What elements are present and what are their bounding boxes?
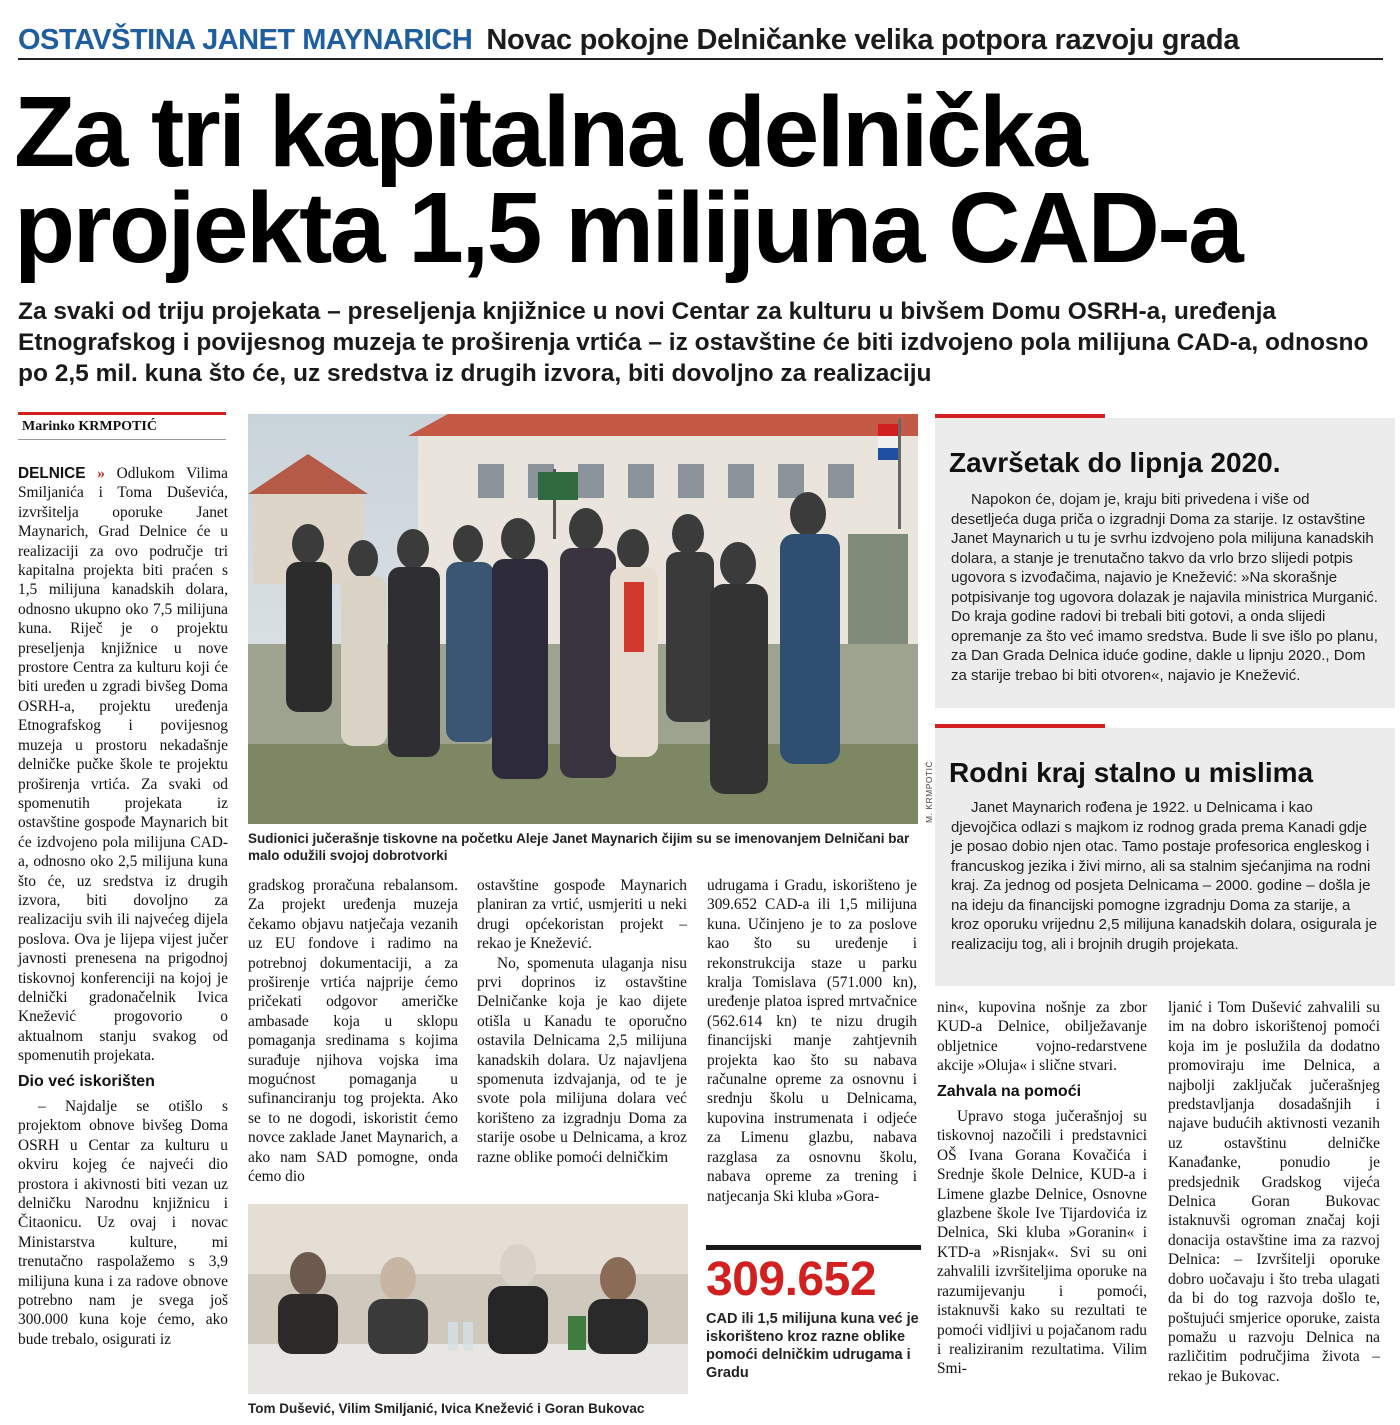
secondary-photo-caption: Tom Dušević, Vilim Smiljanić, Ivica Knežević i Goran Bukovac — [248, 1401, 645, 1416]
article-paragraph: ostavštine gospođe Maynarich planiran za vrtić, usmjeriti u neki drugi općekoristan projekt – rekao je Knežević. — [477, 877, 687, 953]
article-column-1 — [18, 464, 228, 1349]
fact-text: CAD ili 1,5 milijuna kuna već je iskorišteno kroz razne oblike pomoći delničkim udrugama i Gradu — [706, 1311, 919, 1381]
article-paragraph: Upravo stoga jučerašnjoj su tiskovnoj nazočili i predstavnici OŠ Ivana Gorana Kovačića i Srednje škole Delnice, KUD-a i Limene glazbe Delnice, Osnovne glazbene škole Ive Tijardovića iz Delnica, Ski kluba »Goranin« i KTD-a »Risnjak«. Svi su oni zahvalili izvršiteljima oporuke na razumijevanju i pomoći, istaknuvši kako su rezultati te pomoći vidljivi u pojačanom radu i realiziranim rezultatima. Vilim Smi- — [937, 1108, 1147, 1378]
secondary-photo — [248, 1204, 688, 1394]
subhead-zahvala: Zahvala na pomoći — [937, 1082, 1082, 1100]
article-column-5 — [937, 998, 1147, 1379]
article-paragraph: No, spomenuta ulaganja nisu prvi doprinos iz ostavštine Delničanke koja je kao dijete otišla u Kanadu te oporučno ostavila Delnicama 2,5 milijuna kanadskih dolara. Uz najavljena spomenuta izdvajanja, od te je svote pola milijuna dolara već korišteno za izgradnju Doma za starije osobe u Delnicama, a kroz razne oblike pomoći delničkim — [477, 954, 687, 1166]
box-text: Janet Maynarich rođena je 1922. u Delnicama i kao djevojčica odlazi s majkom iz rodnog grada prema Kanadi gdje je posao dobio njen otac. Tamo postaje profesorica engleskog i francuskog jezika i živi mirno, ali sa stalnim sjećanjima na rodni kraj. Za jednog od posjeta Delnicama – 2000. godine – došla je na ideju da financijski pomogne izgradnju Doma za starije, a kroz oporuku vrijednu 2,5 milijuna kanadskih dolara, osigurala je realizaciju tog, ali i brojnih drugih projekata. — [951, 799, 1378, 953]
article-column-2 — [248, 876, 458, 1187]
meeting-photo-illustration — [248, 1204, 688, 1394]
kicker-subtitle: Novac pokojne Delničanke velika potpora razvoju grada — [486, 24, 1240, 56]
group-photo-illustration — [248, 414, 918, 824]
photo-credit: M. KRMPOTIĆ — [924, 760, 934, 823]
article-paragraph: gradskog proračuna rebalansom. Za projekt uređenja muzeja čekamo objavu natječaja vezanih uz EU fondove i radimo na potrebnoj dokumentaciji, a za proširenje vrtića najprije ćemo pričekati odgovor američke ambasade koja u sklopu pomaganja sredinama s kojima surađuje njihova vojska ima mogućnost pomaganja u sufinanciranju tog projekta. Ako se to ne dogodi, iskoristit ćemo novce zaklade Janet Maynarich, a ako nam SAD pomogne, onda ćemo dio — [248, 877, 458, 1186]
rubric-label: OSTAVŠTINA JANET MAYNARICH — [18, 24, 473, 56]
article-column-4 — [707, 876, 917, 1206]
byline: Marinko KRMPOTIĆ — [18, 412, 226, 440]
sidebar-box-homeland — [935, 728, 1395, 986]
box-title: Rodni kraj stalno u mislima — [949, 757, 1314, 788]
fact-box — [706, 1245, 921, 1420]
headline — [14, 76, 1386, 284]
dateline: DELNICE — [18, 465, 86, 482]
dateline-arrow-icon: » — [97, 465, 105, 482]
box-text: Napokon će, dojam je, kraju biti privedena i više od desetljeća duga priča o izgradnji Doma za starije. Iz ostavštine Janet Maynarich u tu je svrhu izdvojeno pola milijuna kanadskih dolara, a stanje je trenutačno takvo da vrlo brzo slijedi potpis ugovora s izvođačima, najavio je Knežević: »Na skorašnje potpisivanje tog ugovora dolazak je najavila ministrica Murganić. Do kraja godine radovi bi trebali biti gotovi, a onda slijedi opremanje za što već imamo sredstva. Bude li sve išlo po planu, za Dan Grada Delnica iduće godine, dakle u lipnju 2020., Dom za starije trebao bi biti otvoren«, najavio je Knežević. — [951, 491, 1378, 684]
lead-paragraph: Za svaki od triju projekata – preseljenja knjižnice u novi Centar za kulturu u bivšem Domu OSRH-a, uređenja Etnografskog i povijesnog muzeja te proširenja vrtića – iz ostavštine će biti izdvojeno pola milijuna CAD-a, odnosno po 2,5 mil. kuna što će, uz sredstva iz drugih izvora, biti dovoljno za realizaciju — [18, 298, 1369, 387]
headline-line-1: Za tri kapitalna delnička — [14, 76, 1086, 188]
fact-number: 309.652 — [706, 1253, 877, 1306]
main-photo — [248, 414, 918, 824]
article-paragraph: udrugama i Gradu, iskorišteno je 309.652 CAD-a ili 1,5 milijuna kuna. Učinjeno je to za poslove kao što su uređenje i rekonstrukcija staze u parku kralja Tomislava (571.000 kn), uređenje platoa ispred mrtvačnice (562.614 kn) te nizu drugih financijski manje zahtjevnih projekta kao što su nabava računalne opreme za osnovnu i srednju školu u Delnicama, kupovina instrumenata i odjeće za Limenu glazbu, nabava razglasa za osnovnu školu, nabava opreme za trening i natjecanja Ski kluba »Gora- — [707, 877, 917, 1205]
main-photo-caption: Sudionici jučerašnje tiskovne na početku Aleje Janet Maynarich čijim su se imenovanjem Delničani bar malo odužili svojoj dobrotvorki — [248, 831, 910, 863]
article-paragraph: Odlukom Vilima Smiljanića i Toma Duševića, izvršitelja oporuke Janet Maynarich, Grad Delnice će u realizaciji za ovo područje tri kapitalna projekta biti praćen s 1,5 milijuna kanadskih dolara, odnosno ukupno oko 7,5 milijuna kuna. Riječ je o projektu preseljenja knjižnice u nove prostore Centra za kulturu koji će biti uređen u zgradi bivšeg Doma OSRH-a, projektu uređenja Etnografskog i povijesnog muzeja u prostoru nekadašnje delničke pučke škole te projektu proširenja vrtića. Za svaki od spomenutih projekata iz ostavštine gospođe Maynarich bit će izdvojeno pola milijuna CAD-a, odnosno oko 2,5 milijuna kuna što će, uz sredstva iz drugih izvora, biti dovoljno za realizaciju svih ili najvećeg dijela poslova. Ova je lijepa vijest jučer javnosti prenesena na prigodnoj tiskovnoj konferenciji na kojoj je delnički gradonačelnik Ivica Knežević progovorio o aktualnom stanju svakog od spomenutih projekata. — [18, 465, 228, 1065]
article-paragraph: nin«, kupovina nošnje za zbor KUD-a Delnice, obilježavanje obljetnice vojno-redarstvene akcije »Oluja« i slične stvari. — [937, 999, 1147, 1075]
article-column-6 — [1168, 998, 1380, 1386]
article-column-3 — [477, 876, 687, 1167]
headline-line-2: projekta 1,5 milijuna CAD-a — [14, 172, 1242, 284]
article-paragraph: ljanić i Tom Dušević zahvalili su im na dobro iskorištenoj pomoći koja im je poslužila da dodatno promoviraju ime Delnica, a najbolji zaključak jučerašnjeg predstavljanja dosadašnjih i najave budućih aktivnosti vezanih uz ostavštinu delničke Kanađanke, ponudio je predsjednik Gradskog vijeća Delnica Goran Bukovac istaknuvši ogroman značaj koji donacija ostavštine ima za razvoj Delnica: – Izvršitelji oporuke dobro uočavaju i što treba ulagati da bi do tog razvoja došlo te, poštujući smjerice oporuke, zaista pomažu u razvoju Delnica na različitim područjima života – rekao je Bukovac. — [1168, 999, 1380, 1385]
box-title: Završetak do lipnja 2020. — [949, 447, 1281, 478]
article-paragraph: – Najdalje se otišlo s projektom obnove bivšeg Doma OSRH u Centar za kulturu u okviru kojeg će najveći dio prostora i akivnosti biti vezan uz delničku Narodnu knjižnicu i Čitaonicu. Uz ovaj i novac Ministarstva kulture, mi trenutačno raspolažemo s 3,9 milijuna kuna i za radove obnove potrebno nam je svega još 300.000 kuna koje ćemo, ako bude trebalo, osigurati iz — [18, 1098, 228, 1348]
kicker-line — [18, 20, 1383, 60]
subhead-dio-vec-iskoristen: Dio već iskorišten — [18, 1072, 155, 1090]
sidebar-box-completion — [935, 418, 1395, 708]
